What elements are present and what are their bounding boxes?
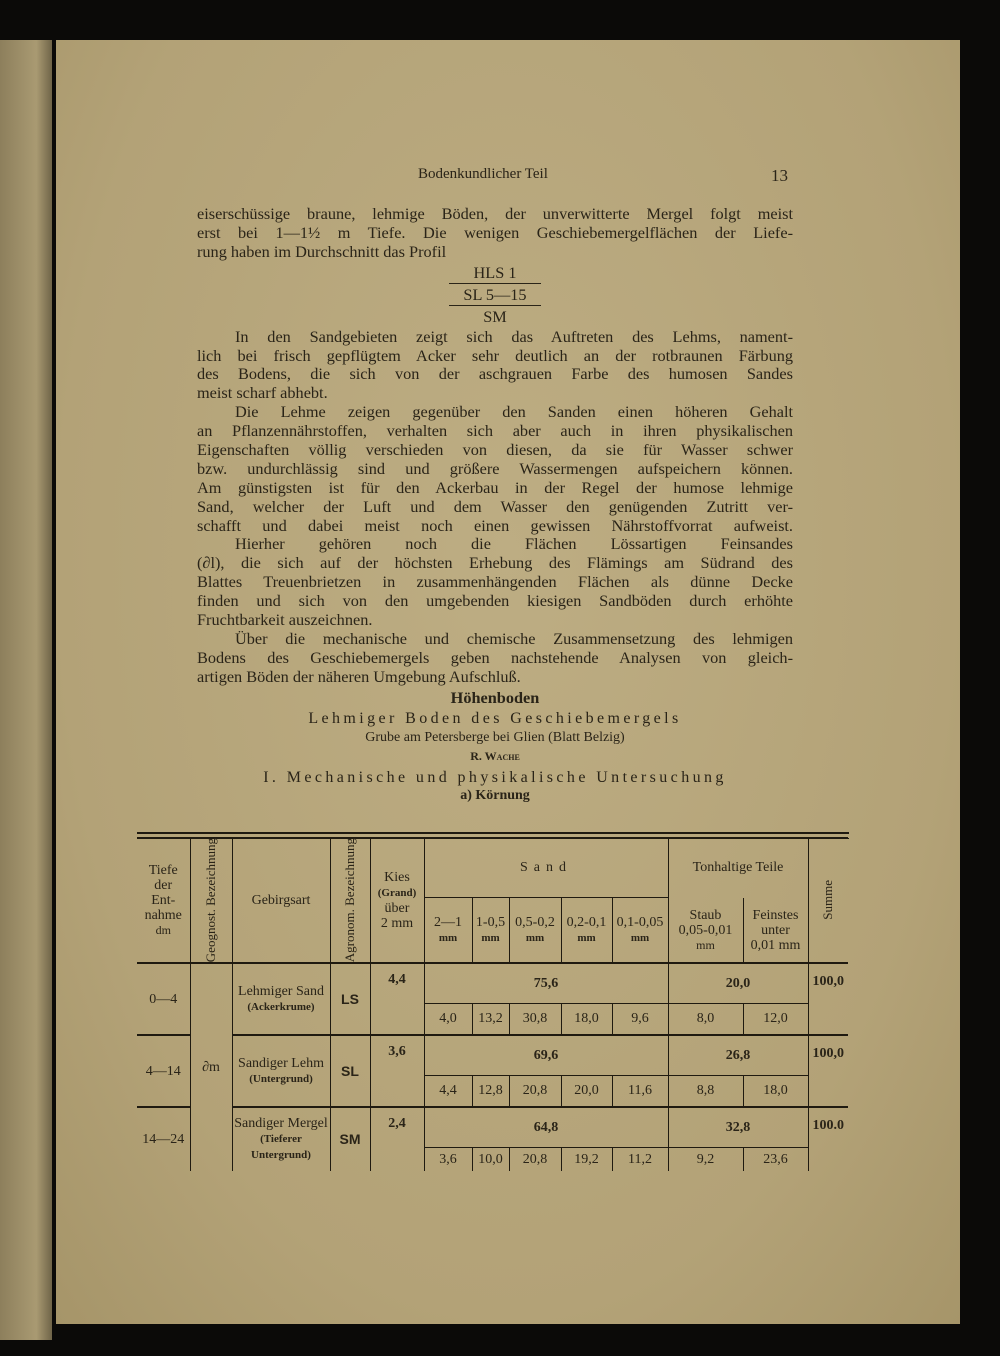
header-geognost: Geognost. Bezeichnung [190,838,232,964]
paragraph [197,328,793,404]
text-line: bzw. undurchlässig sind und größere Wassermengen aufspeichern können. [197,458,793,478]
rock-type-cell: Sandiger Mergel (Tieferer Untergrund) [232,1107,330,1171]
sum-cell: 100.0 [808,1107,848,1171]
sum-cell: 100,0 [808,1035,848,1107]
sand-fraction-cell: 4,0 [424,1003,472,1035]
sand-fraction-cell: 20,0 [561,1075,612,1107]
clay-fraction-cell: 23,6 [743,1147,808,1171]
paragraph [197,630,793,687]
header-sum: Summe [808,838,848,964]
header-finest: Feinstes unter 0,01 mm [743,898,808,963]
text-line: Fruchtbarkeit auszeichnen. [197,610,373,630]
clay-fraction-cell: 9,2 [668,1147,743,1171]
geognost-cell: ∂m [190,963,232,1171]
clay-total-cell: 20,0 [668,963,808,1003]
text-line: artigen Böden der näheren Umgebung Aufschluß. [197,666,521,686]
sand-fraction-cell: 11,2 [612,1147,668,1171]
text-line: (∂l), die sich auf der höchsten Erhebung des Flämings am Südrand des [197,553,793,573]
header-sand-col: 0,5-0,2 mm [509,898,561,963]
depth-cell: 0—4 [137,963,190,1035]
text-line: des Bodens, die sich von der aschgrauen Farbe des humosen Sandes [197,364,793,384]
text-line: Die Lehme zeigen gegenüber den Sanden einen höheren Gehalt [235,402,793,422]
header-rock-type: Gebirgsart [232,838,330,964]
subpart-heading: a) Körnung [460,787,530,803]
header-dust: Staub 0,05-0,01 mm [668,898,743,963]
profile-bottom: SM [483,306,507,326]
gravel-cell: 2,4 [370,1107,424,1171]
sand-total-cell: 64,8 [424,1107,668,1147]
table-row [137,963,848,1003]
sand-fraction-cell: 20,8 [509,1075,561,1107]
sand-fraction-cell: 30,8 [509,1003,561,1035]
text-line: Eigenschaften völlig verschieden von diesen, da sie für Wasser schwer [197,440,793,460]
paragraph [197,535,793,629]
body-text [197,205,793,806]
sand-fraction-cell: 19,2 [561,1147,612,1171]
table-header-row [137,838,848,898]
sum-cell: 100,0 [808,963,848,1035]
text-line: Blattes Treuenbrietzen in zusammenhängenden Flächen als dünne Decke [197,572,793,592]
clay-fraction-cell: 18,0 [743,1075,808,1107]
agronom-cell: SM [330,1107,370,1171]
rock-type-cell: Sandiger Lehm (Untergrund) [232,1035,330,1107]
header-sand-col: 2—1 mm [424,898,472,963]
depth-cell: 14—24 [137,1107,190,1171]
clay-total-cell: 32,8 [668,1107,808,1147]
header-sand-col: 0,1-0,05 mm [612,898,668,963]
agronom-cell: LS [330,963,370,1035]
sand-fraction-cell: 3,6 [424,1147,472,1171]
sand-fraction-cell: 20,8 [509,1147,561,1171]
header-clay: Tonhaltige Teile [668,838,808,898]
sand-fraction-cell: 9,6 [612,1003,668,1035]
depth-cell: 4—14 [137,1035,190,1107]
text-line: an Pflanzennährstoffen, verhalten sich aber auch in ihren physikalischen [197,421,793,441]
gravel-cell: 3,6 [370,1035,424,1107]
clay-total-cell: 26,8 [668,1035,808,1075]
sand-fraction-cell: 11,6 [612,1075,668,1107]
location-line: Grube am Petersberge bei Glien (Blatt Belzig) [365,729,625,745]
paragraph [197,205,793,262]
text-line: meist scharf abhebt. [197,383,328,403]
header-gravel: Kies (Grand) über 2 mm [370,838,424,964]
book-page [56,40,960,1324]
text-line: lich bei frisch gepflügtem Acker sehr deutlich an der rotbraunen Färbung [197,345,793,365]
clay-fraction-cell: 8,0 [668,1003,743,1035]
facing-page-edge [0,40,52,1340]
sand-total-cell: 69,6 [424,1035,668,1075]
running-header [56,166,960,186]
page-number: 13 [771,166,788,185]
text-line: In den Sandgebieten zeigt sich das Auftreten des Lehms, nament- [235,326,793,346]
text-line: eiserschüssige braune, lehmige Böden, der unverwitterte Mergel folgt meist [197,204,793,223]
paragraph [197,403,793,535]
gravel-cell: 4,4 [370,963,424,1035]
section-heading: Höhenboden [450,687,540,707]
header-agronom: Agronom. Bezeichnung [330,838,370,964]
sand-fraction-cell: 12,8 [472,1075,509,1107]
running-title: Bodenkundlicher Teil [418,166,548,182]
header-sand-col: 0,2-0,1 mm [561,898,612,963]
text-line: finden und sich von den umgebenden kiesigen Sandböden durch erhöhte [197,591,793,611]
text-line: Über die mechanische und chemische Zusammensetzung des lehmigen [235,628,793,648]
profile-top: HLS 1 [449,262,541,284]
clay-fraction-cell: 8,8 [668,1075,743,1107]
header-sand: Sand [424,838,668,898]
soil-profile-formula [197,262,793,328]
sand-total-cell: 75,6 [424,963,668,1003]
profile-middle: SL 5—15 [449,284,541,306]
sand-fraction-cell: 18,0 [561,1003,612,1035]
clay-fraction-cell: 12,0 [743,1003,808,1035]
text-line: Bodens des Geschiebemergels geben nachstehende Analysen von gleich- [197,647,793,667]
sand-fraction-cell: 4,4 [424,1075,472,1107]
text-line: Hierher gehören noch die Flächen Lössartigen Feinsandes [235,534,793,554]
text-line: erst bei 1—1½ m Tiefe. Die wenigen Geschiebemergelflächen der Liefe- [197,222,793,242]
author-line: R. Wache [470,748,520,763]
section-subheading: Lehmiger Boden des Geschiebemergels [308,709,682,727]
text-line: Sand, welcher der Luft und dem Wasser den genügenden Zutritt ver- [197,496,793,516]
header-depth: Tiefe der Ent- nahme dm [137,838,190,964]
grain-size-table [137,837,848,1171]
text-line: Am günstigsten ist für den Ackerbau in der Regel der humose lehmige [197,477,793,497]
rock-type-cell: Lehmiger Sand (Ackerkrume) [232,963,330,1035]
text-line: rung haben im Durchschnitt das Profil [197,241,447,261]
text-line: schafft und dabei meist noch einen gewissen Nährstoffvorrat aufweist. [197,515,793,535]
sand-fraction-cell: 10,0 [472,1147,509,1171]
sand-fraction-cell: 13,2 [472,1003,509,1035]
header-sand-col: 1-0,5 mm [472,898,509,963]
table-row [137,1035,848,1075]
agronom-cell: SL [330,1035,370,1107]
table-row [137,1107,848,1147]
part-heading: I. Mechanische und physikalische Untersuchung [263,768,727,786]
